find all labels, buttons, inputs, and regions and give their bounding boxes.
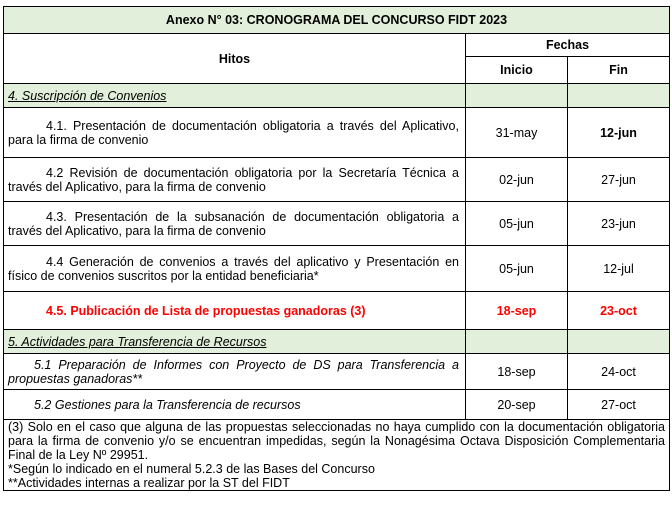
milestone-text: 4.2 Revisión de documentación obligatoria por la Secretaría Técnica a través del Aplicativo, para la firma de convenio <box>8 165 459 194</box>
start-date: 05-jun <box>466 202 568 246</box>
table-row <box>4 390 670 420</box>
header-inicio: Inicio <box>466 57 568 84</box>
schedule-table <box>3 6 670 491</box>
table-row-highlight <box>4 292 670 330</box>
milestone-text: 4.3. Presentación de la subsanación de documentación obligatoria a través del Aplicativo, para la firma de convenio <box>8 209 459 238</box>
section-row-4 <box>4 84 670 108</box>
end-date: 27-oct <box>568 390 670 420</box>
header-hitos: Hitos <box>4 34 466 84</box>
header-row <box>4 34 670 57</box>
footnotes-row <box>4 420 670 491</box>
table-row <box>4 354 670 390</box>
start-date: 18-sep <box>466 292 568 330</box>
milestone-text: 4.1. Presentación de documentación obligatoria a través del Aplicativo, para la firma de convenio <box>8 118 459 147</box>
table-title: Anexo N° 03: CRONOGRAMA DEL CONCURSO FIDT 2023 <box>4 7 670 34</box>
table-row <box>4 108 670 158</box>
section-row-5 <box>4 330 670 354</box>
footnote-asterisk: *Según lo indicado en el numeral 5.2.3 de las Bases del Concurso <box>8 462 375 476</box>
footnote-double-asterisk: **Actividades internas a realizar por la ST del FIDT <box>8 476 290 490</box>
end-date: 23-jun <box>568 202 670 246</box>
milestone-text: 5.1 Preparación de Informes con Proyecto de DS para Transferencia a propuestas ganadoras** <box>8 357 459 386</box>
table-row <box>4 202 670 246</box>
start-date: 20-sep <box>466 390 568 420</box>
end-date: 27-jun <box>568 158 670 202</box>
milestone-text: 5.2 Gestiones para la Transferencia de recursos <box>34 397 301 412</box>
footnote-3: (3) Solo en el caso que alguna de las propuestas seleccionadas no haya cumplido con la documentación obligatoria para la firma de convenio y/o se encuentran impedidas, según la Nonagésima Octava Disposición Complementaria Final de la Ley Nº 29951. <box>8 420 665 462</box>
end-date: 23-oct <box>568 292 670 330</box>
table-row <box>4 158 670 202</box>
section-label: 4. Suscripción de Convenios <box>8 88 167 103</box>
header-fin: Fin <box>568 57 670 84</box>
end-date: 12-jun <box>568 108 670 158</box>
header-fechas: Fechas <box>466 34 670 57</box>
start-date: 05-jun <box>466 246 568 292</box>
milestone-text: 4.4 Generación de convenios a través del aplicativo y Presentación en físico de convenios suscritos por la entidad beneficiaria* <box>8 254 459 283</box>
table-row <box>4 246 670 292</box>
start-date: 18-sep <box>466 354 568 390</box>
end-date: 12-jul <box>568 246 670 292</box>
milestone-text: 4.5. Publicación de Lista de propuestas ganadoras (3) <box>46 303 366 318</box>
title-row <box>4 7 670 34</box>
start-date: 02-jun <box>466 158 568 202</box>
section-label: 5. Actividades para Transferencia de Recursos <box>8 334 267 349</box>
start-date: 31-may <box>466 108 568 158</box>
end-date: 24-oct <box>568 354 670 390</box>
